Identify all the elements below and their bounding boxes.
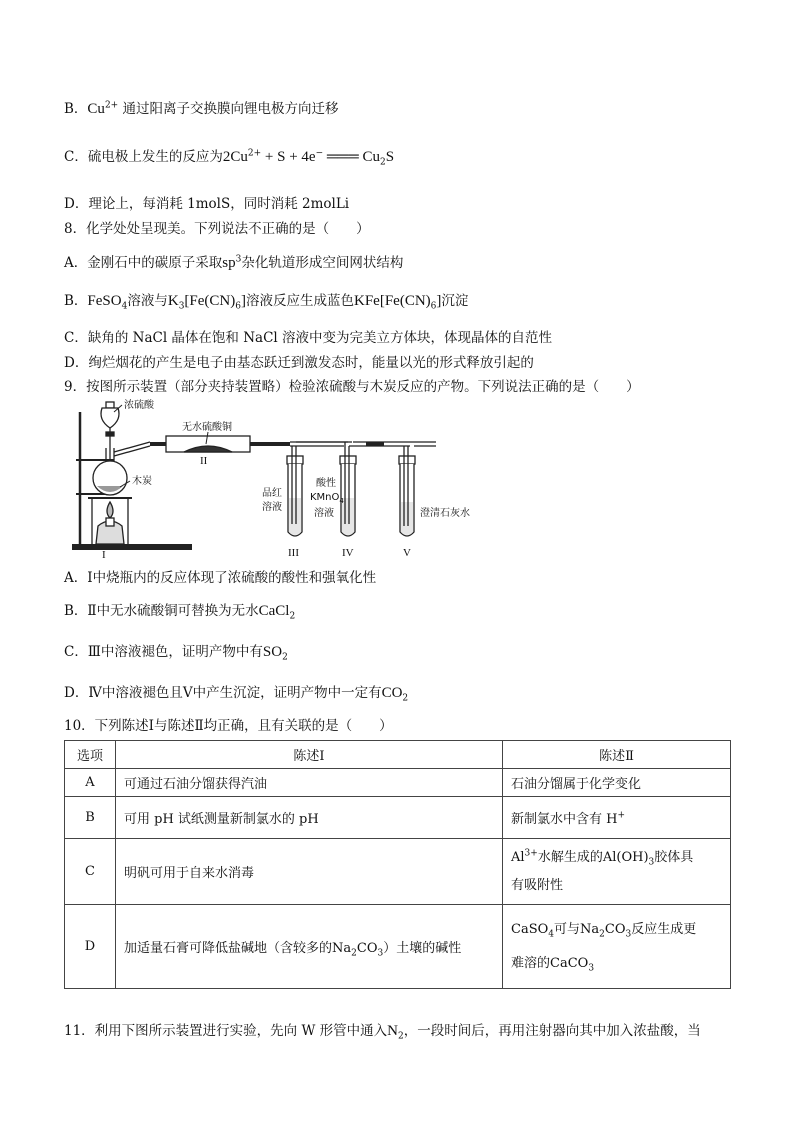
label-v: V <box>403 547 411 559</box>
test-tube-iii <box>287 446 303 536</box>
q8-option-d: D．绚烂烟花的产生是电子由基态跃迁到激发态时，能量以光的形式释放引起的 <box>64 355 534 371</box>
label-conc-acid: 浓硫酸 <box>124 400 154 411</box>
q10-table <box>64 740 731 989</box>
label-limewater: 澄清石灰水 <box>420 508 470 519</box>
q9-option-a: A．Ⅰ中烧瓶内的反应体现了浓硫酸的酸性和强氧化性 <box>64 570 377 586</box>
q7-option-c: C．硫电极上发生的反应为$2Cu^{2+} + S + 4e^-$ ═══ $Cu_2S$ <box>64 148 395 168</box>
q9-option-b: B．Ⅱ中无水硫酸铜可替换为无水CaCl$_2$ <box>64 603 296 622</box>
q9-stem: 9．按图所示装置（部分夹持装置略）检验浓硫酸与木炭反应的产物。下列说法正确的是（ ） <box>64 379 640 395</box>
label-pinkred: 品红 <box>262 488 282 499</box>
stand-base <box>72 544 192 550</box>
table-row: B 可用 pH 试纸测量新制氯水的 pH 新制氯水中含有 H+ <box>65 797 731 839</box>
q7-option-d: D．理论上，每消耗 1molS，同时消耗 2molLi <box>64 196 350 212</box>
q8-option-b: B．FeSO$_4$溶液与$K_3[Fe(CN)_6]$溶液反应生成蓝色$KFe[Fe(CN)_6]$沉淀 <box>64 293 469 312</box>
table-header-row <box>65 741 731 769</box>
label-i: I <box>102 549 106 561</box>
q9-option-c: C．Ⅲ中溶液褪色，证明产物中有$SO_2$ <box>64 644 288 663</box>
table-row: C 明矾可用于自来水消毒 $Al^{3+}$水解生成的$Al(OH)_3$胶体具 有吸附性 <box>65 839 731 905</box>
test-tube-v <box>384 442 436 536</box>
q7-option-b: B．$Cu^{2+}$ 通过阳离子交换膜向锂电极方向迁移 <box>64 100 339 117</box>
header-statement-2: 陈述Ⅱ <box>503 741 731 769</box>
table-row: D 加适量石膏可降低盐碱地（含较多的$Na_2CO_3$）土壤的碱性 CaSO$_4$可与$Na_2CO_3$反应生成更 难溶的CaCO$_3$ <box>65 905 731 989</box>
drying-tube-ii <box>150 436 348 452</box>
label-iv: IV <box>342 547 354 559</box>
q11-stem: 11．利用下图所示装置进行实验，先向 W 形管中通入$N_2$，一段时间后，再用注射器向其中加入浓盐酸，当 <box>64 1023 701 1042</box>
label-charcoal: 木炭 <box>132 476 152 487</box>
label-ii: II <box>200 455 208 467</box>
q8-option-c: C．缺角的 NaCl 晶体在饱和 NaCl 溶液中变为完美立方体块，体现晶体的自范性 <box>64 330 553 346</box>
test-tube-iv <box>296 442 384 536</box>
table-row: A 可通过石油分馏获得汽油 石油分馏属于化学变化 <box>65 769 731 797</box>
q8-stem: 8．化学处处呈现美。下列说法不正确的是（ ） <box>64 221 370 237</box>
label-cuso4: 无水硫酸铜 <box>182 422 232 433</box>
q8-option-a: A．金刚石中的碳原子采取$sp^3$杂化轨道形成空间网状结构 <box>64 254 404 271</box>
q9-apparatus-diagram <box>66 398 470 561</box>
header-option: 选项 <box>65 741 116 769</box>
label-solution-1: 溶液 <box>262 502 282 513</box>
label-iii: III <box>288 547 299 559</box>
label-kmno4: KMnO$_4$ <box>310 492 344 505</box>
alcohol-lamp <box>88 498 132 544</box>
label-acidic: 酸性 <box>316 478 336 489</box>
round-bottom-flask <box>93 442 150 495</box>
header-statement-1: 陈述Ⅰ <box>116 741 503 769</box>
q9-option-d: D．Ⅳ中溶液褪色且Ⅴ中产生沉淀，证明产物中一定有$CO_2$ <box>64 685 409 704</box>
label-solution-2: 溶液 <box>314 508 334 519</box>
q10-stem: 10．下列陈述Ⅰ与陈述Ⅱ均正确，且有关联的是（ ） <box>64 718 393 734</box>
